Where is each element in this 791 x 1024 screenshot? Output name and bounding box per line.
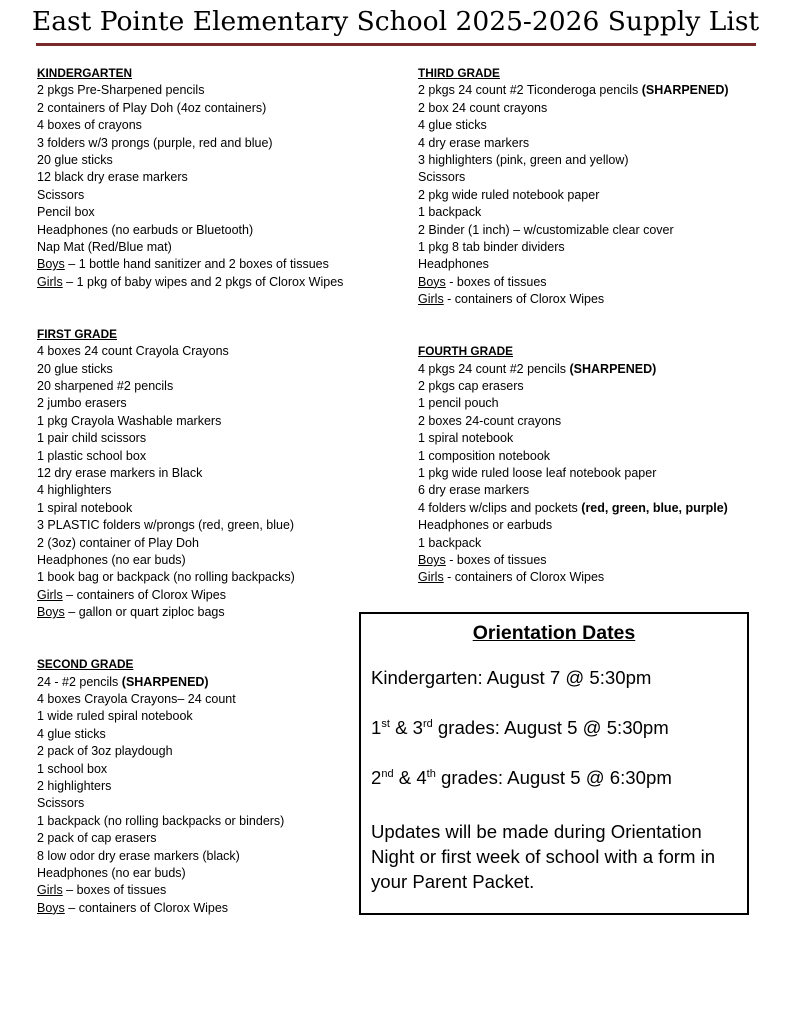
list-item: 1 backpack bbox=[418, 535, 482, 550]
grade-number: & 4 bbox=[393, 767, 427, 788]
list-item: 1 spiral notebook bbox=[37, 500, 133, 515]
list-item: Scissors bbox=[418, 170, 466, 185]
item-text: 4 folders w/clips and pockets bbox=[418, 500, 582, 515]
list-item: 2 pkgs Pre-Sharpened pencils bbox=[37, 83, 205, 98]
list-item: 3 folders w/3 prongs (purple, red and blue) bbox=[37, 135, 273, 150]
boys-text: – 1 bottle hand sanitizer and 2 boxes of tissues bbox=[64, 257, 329, 272]
list-item: Scissors bbox=[37, 796, 85, 811]
list-item: 3 PLASTIC folders w/prongs (red, green, blue) bbox=[37, 518, 295, 533]
list-item: 20 glue sticks bbox=[37, 361, 113, 376]
list-item bbox=[37, 674, 397, 691]
list-item: 1 pencil pouch bbox=[418, 396, 499, 411]
boys-label: Boys bbox=[418, 552, 446, 567]
item-text: 4 pkgs 24 count #2 pencils bbox=[418, 361, 570, 376]
first-grade-section bbox=[37, 326, 397, 622]
list-item: 2 containers of Play Doh (4oz containers) bbox=[37, 100, 267, 115]
list-item: 6 dry erase markers bbox=[418, 483, 530, 498]
ordinal-suffix: rd bbox=[422, 717, 433, 730]
list-item: 8 low odor dry erase markers (black) bbox=[37, 848, 240, 863]
boys-label: Boys bbox=[37, 257, 65, 272]
list-item: 1 spiral notebook bbox=[418, 431, 514, 446]
second-grade-heading: SECOND GRADE bbox=[37, 657, 134, 672]
list-item: 2 box 24 count crayons bbox=[418, 100, 548, 115]
list-item: 4 glue sticks bbox=[418, 118, 487, 133]
list-item: 2 jumbo erasers bbox=[37, 396, 127, 411]
list-item: 1 backpack (no rolling backpacks or binders) bbox=[37, 813, 285, 828]
sharpened-note: (SHARPENED) bbox=[569, 361, 657, 376]
boys-item bbox=[37, 604, 397, 621]
list-item: Headphones (no ear buds) bbox=[37, 866, 186, 880]
list-item: 20 sharpened #2 pencils bbox=[37, 379, 174, 394]
girls-label: Girls bbox=[37, 587, 63, 602]
sharpened-note: (SHARPENED) bbox=[121, 674, 209, 689]
list-item: 2 pack of 3oz playdough bbox=[37, 744, 173, 759]
boys-label: Boys bbox=[418, 274, 446, 289]
boys-text: – containers of Clorox Wipes bbox=[64, 900, 229, 915]
grade-number: & 3 bbox=[389, 717, 423, 738]
list-item: 12 dry erase markers in Black bbox=[37, 466, 203, 480]
first-grade-heading: FIRST GRADE bbox=[37, 326, 117, 341]
list-item: 1 wide ruled spiral notebook bbox=[37, 709, 193, 724]
list-item: 4 glue sticks bbox=[37, 726, 106, 741]
kindergarten-date: Kindergarten: August 7 @ 5:30pm bbox=[371, 667, 652, 688]
list-item: 1 plastic school box bbox=[37, 448, 147, 463]
girls-text: – containers of Clorox Wipes bbox=[62, 587, 226, 602]
list-item: 1 backpack bbox=[418, 205, 482, 220]
list-item: 2 pkgs cap erasers bbox=[418, 379, 524, 394]
spacer bbox=[37, 291, 397, 326]
right-column bbox=[418, 65, 778, 587]
girls-label: Girls bbox=[37, 883, 63, 898]
ordinal-suffix: th bbox=[426, 767, 436, 780]
grade-number: 1 bbox=[371, 717, 382, 738]
list-item: Headphones or earbuds bbox=[418, 518, 553, 533]
item-text: 2 pkgs 24 count #2 Ticonderoga pencils bbox=[418, 83, 642, 98]
kindergarten-section bbox=[37, 65, 397, 291]
list-item: Headphones bbox=[418, 257, 489, 272]
list-item bbox=[418, 82, 778, 99]
orientation-title: Orientation Dates bbox=[472, 622, 636, 644]
list-item bbox=[418, 361, 778, 378]
list-item: Nap Mat (Red/Blue mat) bbox=[37, 239, 172, 254]
sharpened-note: (SHARPENED) bbox=[641, 83, 729, 98]
list-item bbox=[418, 500, 778, 517]
girls-text: - containers of Clorox Wipes bbox=[443, 292, 605, 307]
folder-colors-note: (red, green, blue, purple) bbox=[581, 500, 728, 515]
list-item: 1 pkg Crayola Washable markers bbox=[37, 413, 222, 428]
list-item: 2 highlighters bbox=[37, 779, 112, 794]
list-item: 1 pair child scissors bbox=[37, 431, 147, 446]
list-item: 2 pkg wide ruled notebook paper bbox=[418, 187, 600, 202]
date-text: grades: August 5 @ 5:30pm bbox=[432, 717, 669, 738]
boys-label: Boys bbox=[37, 900, 65, 915]
girls-item bbox=[37, 587, 397, 604]
girls-text: - containers of Clorox Wipes bbox=[443, 570, 605, 585]
list-item: 12 black dry erase markers bbox=[37, 170, 188, 185]
girls-text: – boxes of tissues bbox=[62, 883, 167, 898]
third-grade-heading: THIRD GRADE bbox=[418, 66, 500, 80]
girls-text: – 1 pkg of baby wipes and 2 pkgs of Clorox Wipes bbox=[62, 274, 344, 289]
girls-label: Girls bbox=[37, 274, 63, 289]
date-text: grades: August 5 @ 6:30pm bbox=[435, 767, 672, 788]
list-item: Scissors bbox=[37, 187, 85, 202]
ordinal-suffix: st bbox=[381, 717, 390, 730]
boys-item bbox=[37, 900, 397, 917]
list-item: 2 pack of cap erasers bbox=[37, 831, 157, 846]
spacer bbox=[418, 308, 778, 343]
fourth-grade-heading: FOURTH GRADE bbox=[418, 344, 514, 359]
boys-item bbox=[418, 552, 778, 569]
list-item: 4 highlighters bbox=[37, 483, 112, 498]
boys-text: - boxes of tissues bbox=[445, 274, 547, 289]
list-item: 3 highlighters (pink, green and yellow) bbox=[418, 152, 629, 167]
list-item: 1 book bag or backpack (no rolling backpacks) bbox=[37, 570, 295, 585]
first-third-date bbox=[371, 717, 669, 739]
girls-item bbox=[37, 882, 397, 899]
girls-label: Girls bbox=[418, 292, 444, 307]
boys-text: – gallon or quart ziploc bags bbox=[64, 605, 225, 620]
spacer bbox=[37, 622, 397, 657]
third-grade-section bbox=[418, 65, 778, 308]
orientation-box bbox=[359, 612, 749, 915]
boys-text: - boxes of tissues bbox=[445, 552, 547, 567]
item-text: 24 - #2 pencils bbox=[37, 674, 122, 689]
page-title: East Pointe Elementary School 2025-2026 Supply List bbox=[31, 6, 760, 37]
girls-item bbox=[37, 274, 397, 291]
list-item: Pencil box bbox=[37, 205, 95, 220]
list-item: 4 boxes of crayons bbox=[37, 118, 142, 133]
girls-item bbox=[418, 569, 778, 586]
list-item: 1 composition notebook bbox=[418, 448, 551, 463]
list-item: 1 school box bbox=[37, 761, 108, 776]
fourth-grade-section bbox=[418, 343, 778, 586]
list-item: 2 (3oz) container of Play Doh bbox=[37, 535, 199, 550]
list-item: 4 dry erase markers bbox=[418, 135, 530, 150]
list-item: 1 pkg wide ruled loose leaf notebook paper bbox=[418, 466, 657, 480]
list-item: Headphones (no ear buds) bbox=[37, 552, 186, 567]
list-item: 20 glue sticks bbox=[37, 152, 113, 167]
grade-number: 2 bbox=[371, 767, 382, 788]
list-item: 4 boxes Crayola Crayons– 24 count bbox=[37, 692, 236, 707]
girls-label: Girls bbox=[418, 570, 444, 585]
second-fourth-date bbox=[371, 767, 672, 789]
boys-item bbox=[37, 256, 397, 273]
left-column bbox=[37, 65, 397, 917]
boys-item bbox=[418, 274, 778, 291]
title-divider bbox=[36, 43, 756, 46]
boys-label: Boys bbox=[37, 605, 65, 620]
list-item: 2 Binder (1 inch) – w/customizable clear cover bbox=[418, 222, 674, 237]
second-grade-section bbox=[37, 656, 397, 917]
list-item: 2 boxes 24-count crayons bbox=[418, 413, 562, 428]
girls-item bbox=[418, 291, 778, 308]
list-item: Headphones (no earbuds or Bluetooth) bbox=[37, 222, 254, 237]
list-item: 4 boxes 24 count Crayola Crayons bbox=[37, 344, 229, 359]
orientation-note: Updates will be made during Orientation Night or first week of school with a form in your Parent Packet. bbox=[371, 821, 716, 892]
ordinal-suffix: nd bbox=[381, 767, 394, 780]
kindergarten-heading: KINDERGARTEN bbox=[37, 66, 133, 80]
list-item: 1 pkg 8 tab binder dividers bbox=[418, 239, 565, 254]
